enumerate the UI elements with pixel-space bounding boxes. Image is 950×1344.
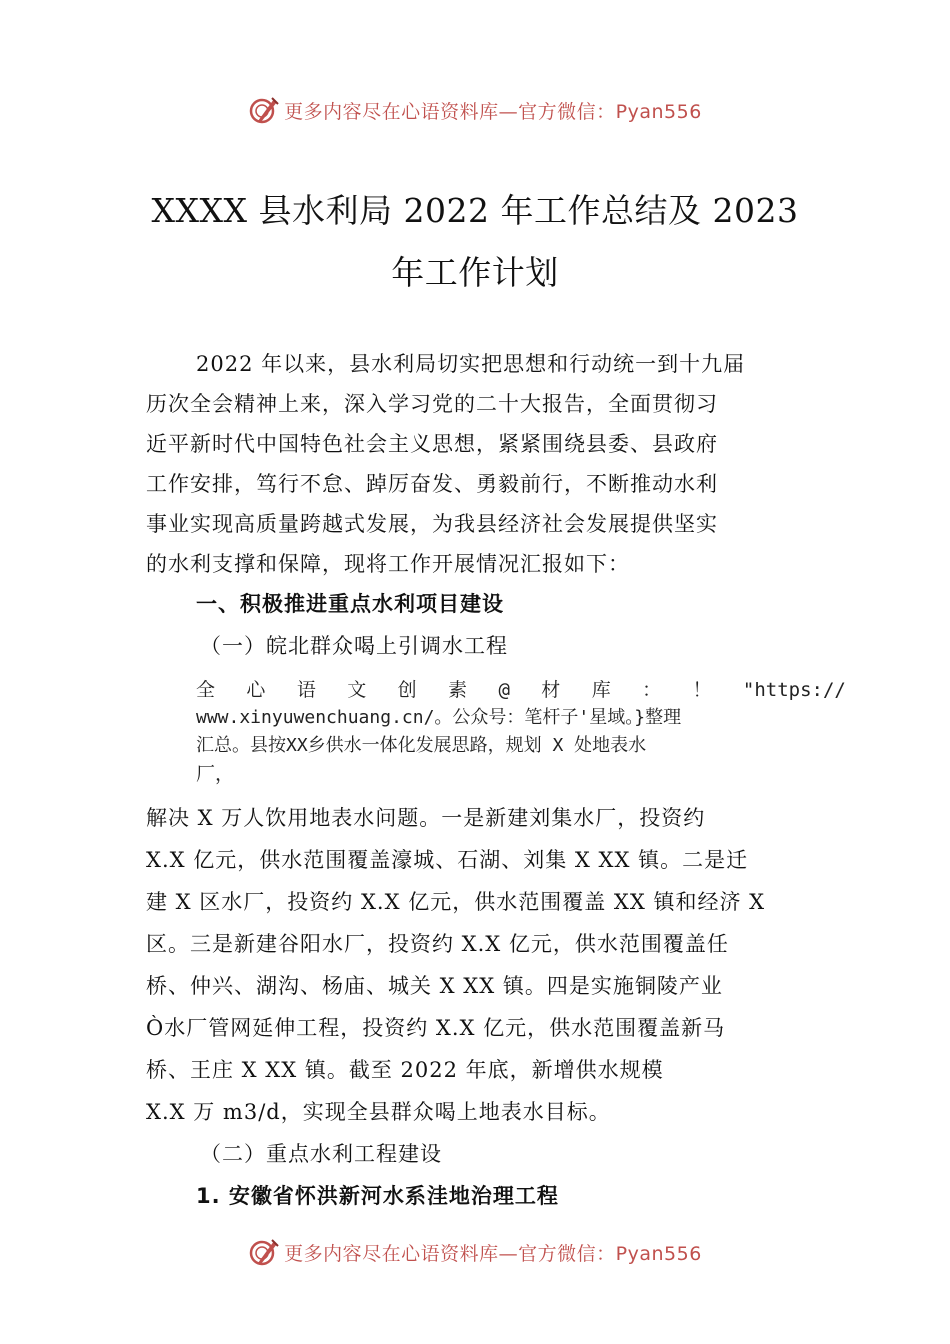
document-title-line-2: 年工作计划: [391, 253, 559, 292]
banner-text: 更多内容尽在心语资料库—官方微信：Pyan556: [284, 1242, 702, 1265]
embedded-source-note: [196, 676, 846, 788]
intro-line: 事业实现高质量跨越式发展，为我县经济社会发展提供坚实: [146, 512, 718, 536]
body-line: 解决 X 万人饮用地表水问题。一是新建刘集水厂，投资约: [146, 806, 706, 830]
pen-logo-icon: [248, 94, 280, 126]
pen-logo-icon: [248, 1236, 280, 1268]
source-note-line: www.xinyuwenchuang.cn/。公众号：笔杆子'星域。}整理: [196, 707, 682, 728]
header-watermark-banner: [0, 92, 950, 128]
wechat-id: Pyan556: [615, 100, 702, 123]
note-char: "https://: [742, 679, 846, 701]
body-line: X.X 万 m3/d，实现全县群众喝上地表水目标。: [146, 1100, 611, 1124]
note-char: ！: [692, 679, 712, 701]
note-char: 语: [296, 679, 316, 701]
item-heading: 1. 安徽省怀洪新河水系洼地治理工程: [196, 1184, 559, 1208]
intro-line: 近平新时代中国特色社会主义思想，紧紧围绕县委、县政府: [146, 432, 718, 456]
subsection-heading: （一）皖北群众喝上引调水工程: [200, 634, 508, 658]
body-line: Ò水厂管网延伸工程，投资约 X.X 亿元，供水范围覆盖新马: [146, 1016, 726, 1040]
body-line: 区。三是新建谷阳水厂，投资约 X.X 亿元，供水范围覆盖任: [146, 932, 729, 956]
wechat-id: Pyan556: [615, 1242, 702, 1265]
note-char: 材: [541, 679, 561, 701]
body-line: 桥、王庄 X XX 镇。截至 2022 年底，新增供水规模: [146, 1058, 664, 1082]
body-line: X.X 亿元，供水范围覆盖濠城、石湖、刘集 X XX 镇。二是迁: [146, 848, 749, 872]
source-note-first-line: [196, 676, 846, 704]
body-line: 建 X 区水厂，投资约 X.X 亿元，供水范围覆盖 XX 镇和经济 X: [146, 890, 766, 914]
note-char: 素: [448, 679, 468, 701]
banner-text: 更多内容尽在心语资料库—官方微信：Pyan556: [284, 100, 702, 123]
document-title-line-1: XXXX 县水利局 2022 年工作总结及 2023: [151, 191, 799, 230]
intro-line: 历次全会精神上来，深入学习党的二十大报告，全面贯彻习: [146, 392, 718, 416]
intro-line: 工作安排，笃行不怠、踔厉奋发、勇毅前行，不断推动水利: [146, 472, 718, 496]
note-char: 库: [591, 679, 611, 701]
note-char: 文: [347, 679, 367, 701]
source-note-line: 厂，: [196, 763, 235, 785]
note-char: 心: [246, 679, 266, 701]
section-heading: 一、积极推进重点水利项目建设: [196, 592, 504, 616]
footer-watermark-banner: [0, 1234, 950, 1270]
note-char: 创: [397, 679, 417, 701]
intro-line: 的水利支撑和保障，现将工作开展情况汇报如下：: [146, 552, 630, 576]
note-char: ：: [642, 679, 662, 701]
intro-line: 2022 年以来，县水利局切实把思想和行动统一到十九届: [196, 352, 746, 376]
body-line: 桥、仲兴、湖沟、杨庙、城关 X XX 镇。四是实施铜陵产业: [146, 974, 723, 998]
note-char: @: [498, 679, 510, 701]
source-note-line: 汇总。县按XX乡供水一体化发展思路，规划 X 处地表水: [196, 735, 647, 756]
note-char: 全: [196, 679, 216, 701]
subsection-heading: （二）重点水利工程建设: [200, 1142, 442, 1166]
